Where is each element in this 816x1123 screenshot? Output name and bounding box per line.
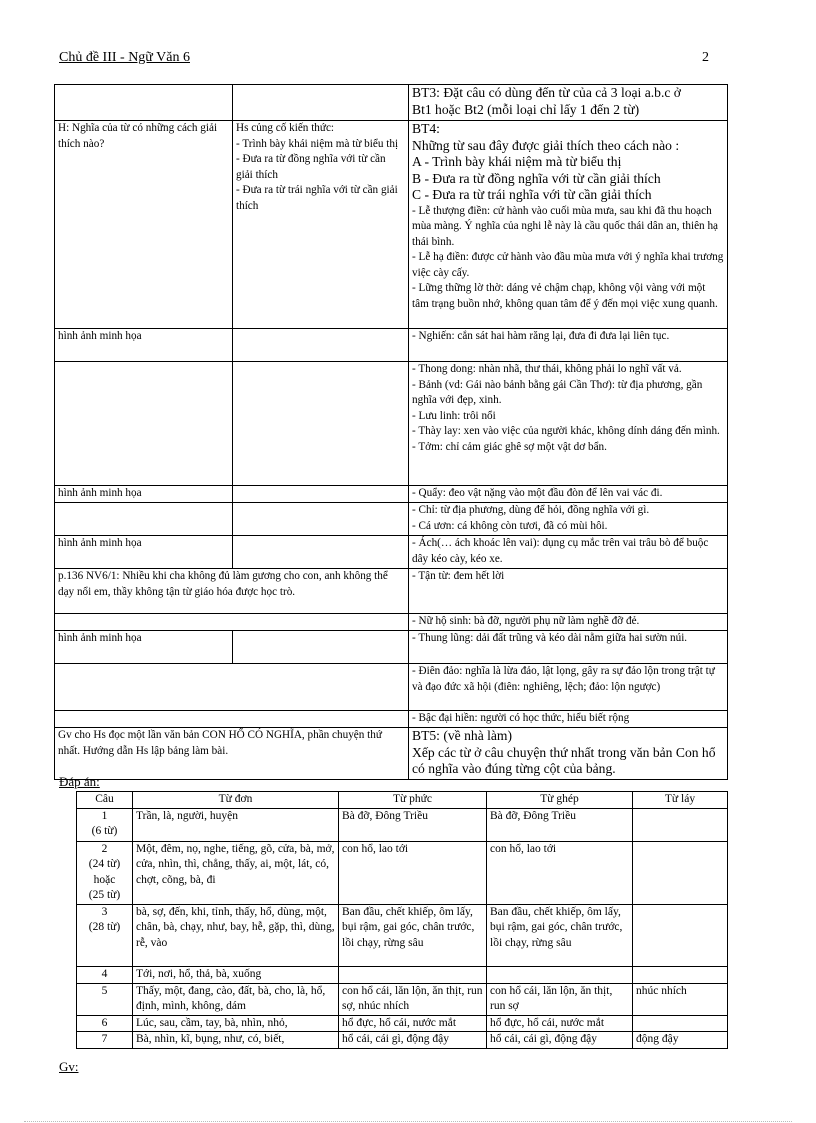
word-list: [633, 808, 728, 841]
cell: [409, 85, 728, 121]
reference-quote: p.136 NV6/1: Nhiều khi cha không đủ làm gương cho con, anh không thể dạy nổi em, thầy không tận từ giáo hóa được học trò.: [55, 569, 409, 614]
exercise-cell: [409, 121, 728, 329]
table-row: [55, 728, 728, 780]
definition-line: - Thung lũng: dải đất trũng và kéo dài nằm giữa hai sườn núi.: [409, 631, 728, 664]
column-header: Từ láy: [633, 792, 728, 809]
answer-row: [77, 841, 728, 904]
table-row: [55, 536, 728, 569]
cell: [233, 536, 409, 569]
definition-line: - Quẩy: đeo vật nặng vào một đầu đòn để lên vai vác đi.: [409, 486, 728, 503]
question-cell: H: Nghĩa của từ có những cách giải thích nào?: [55, 121, 233, 329]
page-number: 2: [702, 50, 709, 65]
exercise-line: C - Đưa ra từ trái nghĩa với từ cần giải thích: [412, 187, 652, 202]
definition-cell: [409, 503, 728, 536]
question-number: 2 (24 từ) hoặc (25 từ): [77, 841, 133, 904]
question-number: 7: [77, 1032, 133, 1049]
word-list: [633, 904, 728, 966]
question-number: 1 (6 từ): [77, 808, 133, 841]
cell: [55, 85, 233, 121]
definition-line: - Bậc đại hiền: người có học thức, hiểu biết rộng: [409, 711, 728, 728]
definition-line: - Điên đảo: nghĩa là lừa đảo, lật lọng, gây ra sự đảo lộn trong trật tự và đạo đức xã hội (điên: nghiêng, lệch; đảo: lộn ngược): [409, 664, 728, 711]
cell: [233, 362, 409, 486]
definition-line: - Chỉ: từ địa phương, dùng để hỏi, đồng nghĩa với gì.: [412, 504, 650, 516]
text-line: - Đưa ra từ đồng nghĩa với từ cần giải thích: [236, 153, 386, 181]
answer-label: Đáp án:: [59, 774, 100, 789]
cell: [55, 711, 409, 728]
word-list: Lúc, sau, cầm, tay, bà, nhìn, nhỏ,: [133, 1015, 339, 1032]
definition-line: - Tởm: chỉ cảm giác ghê sợ một vật dơ bẩn.: [412, 440, 607, 453]
exercise-line: BT3: Đặt câu có dùng đến từ của cả 3 loại a.b.c ở: [412, 85, 681, 100]
cell: [55, 614, 409, 631]
word-list: Bà đỡ, Đông Triều: [487, 808, 633, 841]
answer-row: [77, 1015, 728, 1032]
answer-header-row: [77, 792, 728, 809]
definition-line: - Lễ thượng điền: cử hành vào cuối mùa mưa, sau khi đã thu hoạch mùa màng. Ý nghĩa của nghi lễ này là cầu quốc thái dân an, thiên hạ thái bình.: [412, 204, 719, 248]
word-list: [487, 966, 633, 983]
word-list: [633, 1015, 728, 1032]
word-list: Ban đầu, chết khiếp, ôm lấy, bụi rậm, gai góc, chân trước, lồi chạy, rừng sâu: [487, 904, 633, 966]
word-list: con hổ cái, lăn lộn, ăn thịt, run sợ: [487, 983, 633, 1015]
word-list: hổ đực, hổ cái, nước mắt: [339, 1015, 487, 1032]
definition-line: - Lễ hạ điền: được cử hành vào đầu mùa mưa với ý nghĩa khai trương việc cày cấy.: [412, 251, 724, 279]
table-row: [55, 486, 728, 503]
question-number: 4: [77, 966, 133, 983]
definition-line: - Lững thững lờ thờ: dáng vẻ chậm chạp, không vội vàng với một tâm trạng buồn nhớ, không quan tâm để ý đến mọi việc xung quanh.: [412, 282, 718, 310]
answer-row: [77, 983, 728, 1015]
cell: [55, 362, 233, 486]
exercise-heading: BT5: (về nhà làm): [412, 728, 513, 743]
word-list: Trần, là, người, huyện: [133, 808, 339, 841]
teacher-instruction: Gv cho Hs đọc một lần văn bản CON HỔ CÓ NGHĨA, phần chuyện thứ nhất. Hướng dẫn Hs lập bảng làm bài.: [55, 728, 409, 780]
lesson-table: [54, 84, 728, 780]
word-list: Thấy, một, đang, cào, đất, bà, cho, là, hổ, định, mình, không, dám: [133, 983, 339, 1015]
exercise-line: Xếp các từ ở câu chuyện thứ nhất trong văn bản Con hổ có nghĩa vào đúng từng cột của bảng.: [412, 744, 716, 776]
text-line: Hs củng cố kiến thức:: [236, 122, 335, 134]
word-list: nhúc nhích: [633, 983, 728, 1015]
cell: [233, 503, 409, 536]
text-line: - Đưa ra từ trái nghĩa với từ cần giải thích: [236, 184, 398, 212]
word-list: con hổ cái, lăn lộn, ăn thịt, run sợ, nhúc nhích: [339, 983, 487, 1015]
column-header: Câu: [77, 792, 133, 809]
table-row: [55, 631, 728, 664]
exercise-line: Những từ sau đây được giải thích theo cách nào :: [412, 137, 680, 153]
word-list: Bà, nhìn, kĩ, bụng, như, có, biết,: [133, 1032, 339, 1049]
table-row: [55, 329, 728, 362]
exercise-line: Bt1 hoặc Bt2 (mỗi loại chỉ lấy 1 đến 2 từ): [412, 101, 640, 117]
cell: [233, 329, 409, 362]
word-list: hổ cái, cái gì, động đậy: [339, 1032, 487, 1049]
definition-line: - Cá ươn: cá không còn tươi, đã có mùi hôi.: [412, 519, 608, 532]
word-list: [633, 966, 728, 983]
table-row: [55, 614, 728, 631]
definition-line: - Thày lay: xen vào việc của người khác, không dính dáng đến mình.: [412, 425, 720, 437]
cell: [233, 631, 409, 664]
column-header: Từ ghép: [487, 792, 633, 809]
illustration-label: hình ảnh minh họa: [55, 536, 233, 569]
answer-row: [77, 808, 728, 841]
definition-line: - Nghiến: cắn sát hai hàm răng lại, đưa đi đưa lại liên tục.: [409, 329, 728, 362]
column-header: Từ đơn: [133, 792, 339, 809]
page-divider: [24, 1121, 792, 1122]
table-row: [55, 362, 728, 486]
column-header: Từ phức: [339, 792, 487, 809]
exercise-line: B - Đưa ra từ đồng nghĩa với từ cần giải thích: [412, 170, 661, 186]
answer-row: [77, 904, 728, 966]
document-title: Chủ đề III - Ngữ Văn 6: [59, 50, 190, 65]
teacher-label: Gv:: [59, 1059, 79, 1074]
word-list: động đậy: [633, 1032, 728, 1049]
word-list: hổ cái, cái gì, động đậy: [487, 1032, 633, 1049]
word-list: con hổ, lao tới: [339, 841, 487, 904]
word-list: [633, 841, 728, 904]
word-list: bà, sợ, đến, khi, tỉnh, thấy, hổ, dùng, một, chân, bà, chạy, như, bay, hễ, gặp, thì, dùng, rễ, vào: [133, 904, 339, 966]
word-list: hổ đực, hổ cái, nước mắt: [487, 1015, 633, 1032]
teacher-signature: [59, 1059, 79, 1075]
word-list: Bà đỡ, Đông Triều: [339, 808, 487, 841]
illustration-label: hình ảnh minh họa: [55, 486, 233, 503]
question-number: 3 (28 từ): [77, 904, 133, 966]
cell: [233, 85, 409, 121]
word-list: con hổ, lao tới: [487, 841, 633, 904]
exercise-cell: [409, 728, 728, 780]
answer-row: [77, 966, 728, 983]
table-row: [55, 503, 728, 536]
question-number: 5: [77, 983, 133, 1015]
table-row: [55, 711, 728, 728]
exercise-heading: BT4:: [412, 121, 440, 136]
definition-cell: [409, 362, 728, 486]
definition-line: - Ách(… ách khoác lên vai): dụng cụ mắc trên vai trâu bò để buộc dây kéo cày, kéo xe.: [409, 536, 728, 569]
text-line: - Trình bày khái niệm mà từ biểu thị: [236, 137, 399, 150]
word-list: Tới, nơi, hổ, thả, bà, xuống: [133, 966, 339, 983]
cell: [55, 664, 409, 711]
cell: [233, 486, 409, 503]
illustration-label: hình ảnh minh họa: [55, 631, 233, 664]
cell: [55, 503, 233, 536]
activity-cell: [233, 121, 409, 329]
exercise-line: A - Trình bày khái niệm mà từ biểu thị: [412, 154, 622, 169]
table-row: [55, 664, 728, 711]
table-row: [55, 121, 728, 329]
question-number: 6: [77, 1015, 133, 1032]
definition-line: - Nữ hộ sinh: bà đỡ, người phụ nữ làm nghề đỡ đẻ.: [409, 614, 728, 631]
table-row: [55, 85, 728, 121]
definition-line: - Bảnh (vd: Gái nào bảnh bằng gái Cần Thơ): từ địa phương, gần nghĩa với đẹp, xinh.: [412, 378, 703, 406]
definition-line: - Tận từ: đem hết lời: [409, 569, 728, 614]
answer-table: [76, 791, 728, 1049]
word-list: Một, đêm, nọ, nghe, tiếng, gõ, cửa, bà, mở, cửa, nhìn, thì, chẳng, thấy, ai, một, lát, có, chợt, cõng, bà, đi: [133, 841, 339, 904]
word-list: [339, 966, 487, 983]
answer-row: [77, 1032, 728, 1049]
definition-line: - Thong dong: nhàn nhã, thư thái, không phải lo nghĩ vất vả.: [412, 363, 682, 375]
page-header: [59, 50, 709, 68]
definition-line: - Lưu linh: trôi nổi: [412, 409, 496, 422]
word-list: Ban đầu, chết khiếp, ôm lấy, bụi rậm, gai góc, chân trước, lồi chạy, rừng sâu: [339, 904, 487, 966]
table-row: [55, 569, 728, 614]
illustration-label: hình ảnh minh họa: [55, 329, 233, 362]
